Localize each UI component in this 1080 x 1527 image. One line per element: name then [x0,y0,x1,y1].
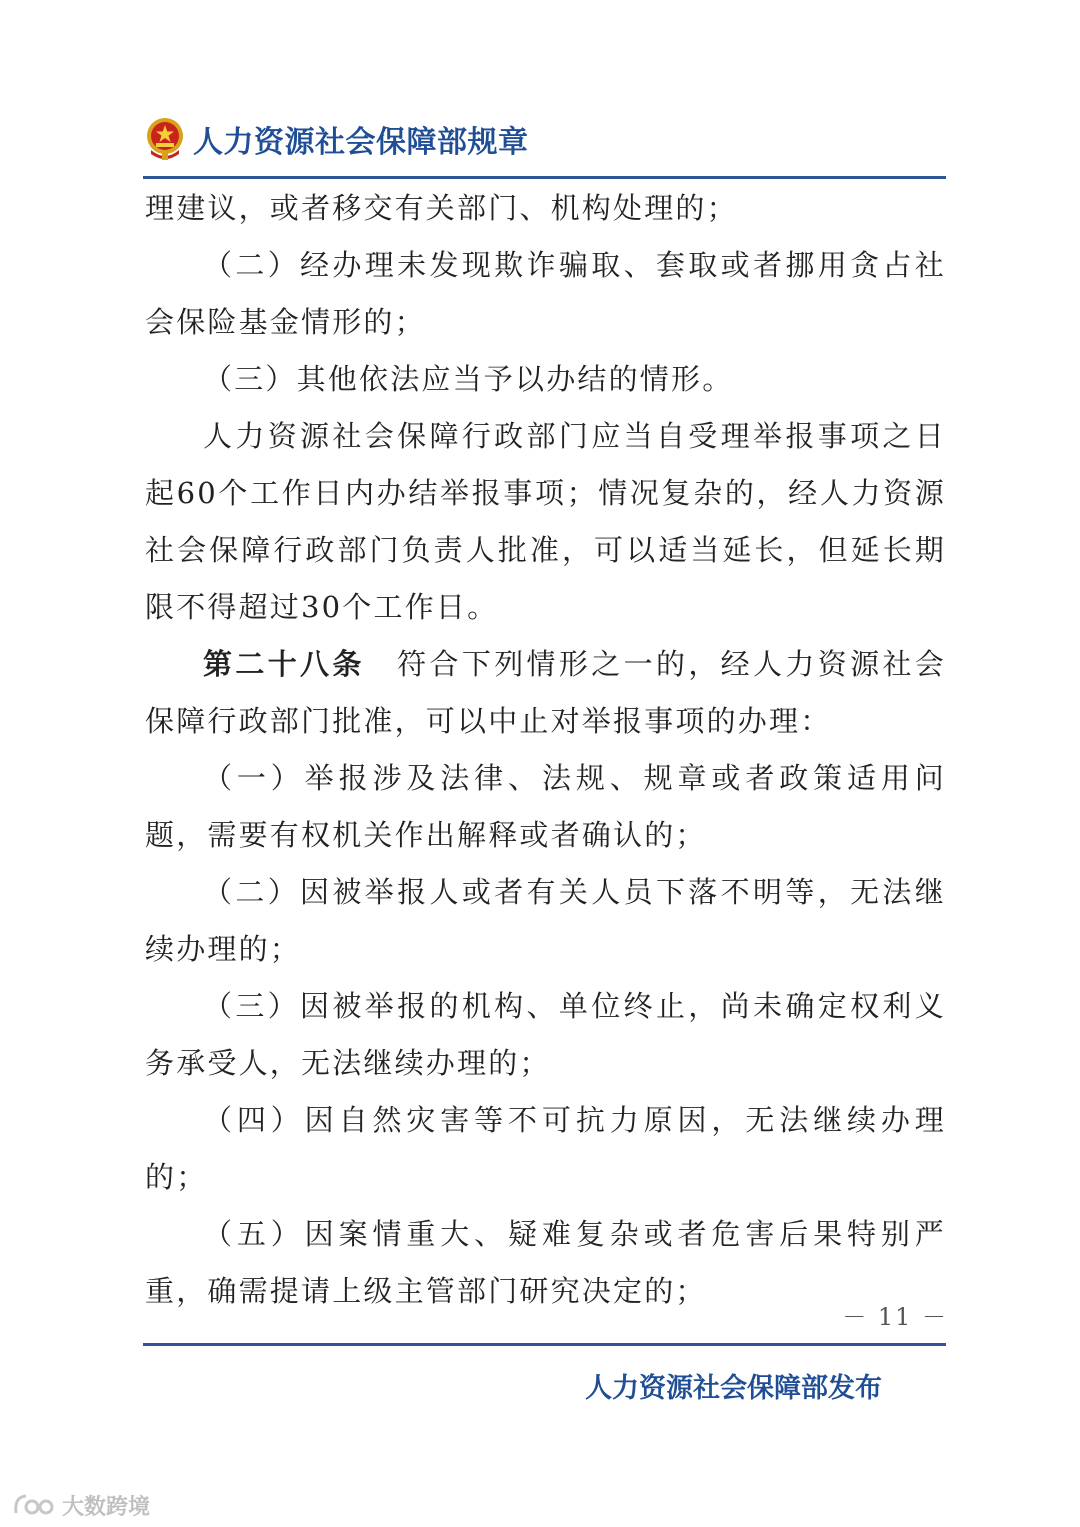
article-heading: 第二十八条 [203,647,365,681]
page-header [145,114,529,164]
article-text: 符合下列情形之一的，经人力资源社会保障行政部门批准，可以中止对举报事项的办理： [145,647,946,738]
header-title: 人力资源社会保障部规章 [193,125,529,160]
watermark [12,1488,150,1522]
watermark-text: 大数跨境 [62,1494,151,1520]
list-item: （四）因自然灾害等不可抗力原因，无法继续办理的； [145,1103,946,1194]
body-paragraph: 理建议，或者移交有关部门、机构处理的； [145,191,738,225]
footer-publisher: 人力资源社会保障部发布 [585,1373,882,1404]
body-paragraph: （二）经办理未发现欺诈骗取、套取或者挪用贪占社会保险基金情形的； [145,248,946,339]
watermark-logo-icon [12,1491,58,1519]
page-number: － 11 － [842,1303,948,1331]
footer-rule [143,1343,946,1346]
body-paragraph: 人力资源社会保障行政部门应当自受理举报事项之日起60个工作日内办结举报事项；情况复杂的，经人力资源社会保障行政部门负责人批准，可以适当延长，但延长期限不得超过30个工作日。 [145,419,946,624]
header-rule [143,176,946,179]
list-item: （二）因被举报人或者有关人员下落不明等，无法继续办理的； [145,875,946,966]
document-body [145,180,946,1320]
body-paragraph: （三）其他依法应当予以办结的情形。 [203,362,734,396]
list-item: （五）因案情重大、疑难复杂或者危害后果特别严重，确需提请上级主管部门研究决定的； [145,1217,946,1308]
list-item: （一）举报涉及法律、法规、规章或者政策适用问题，需要有权机关作出解释或者确认的； [145,761,946,852]
article-28 [145,636,946,750]
list-item: （三）因被举报的机构、单位终止，尚未确定权利义务承受人，无法继续办理的； [145,989,946,1080]
national-emblem-icon [145,116,185,162]
